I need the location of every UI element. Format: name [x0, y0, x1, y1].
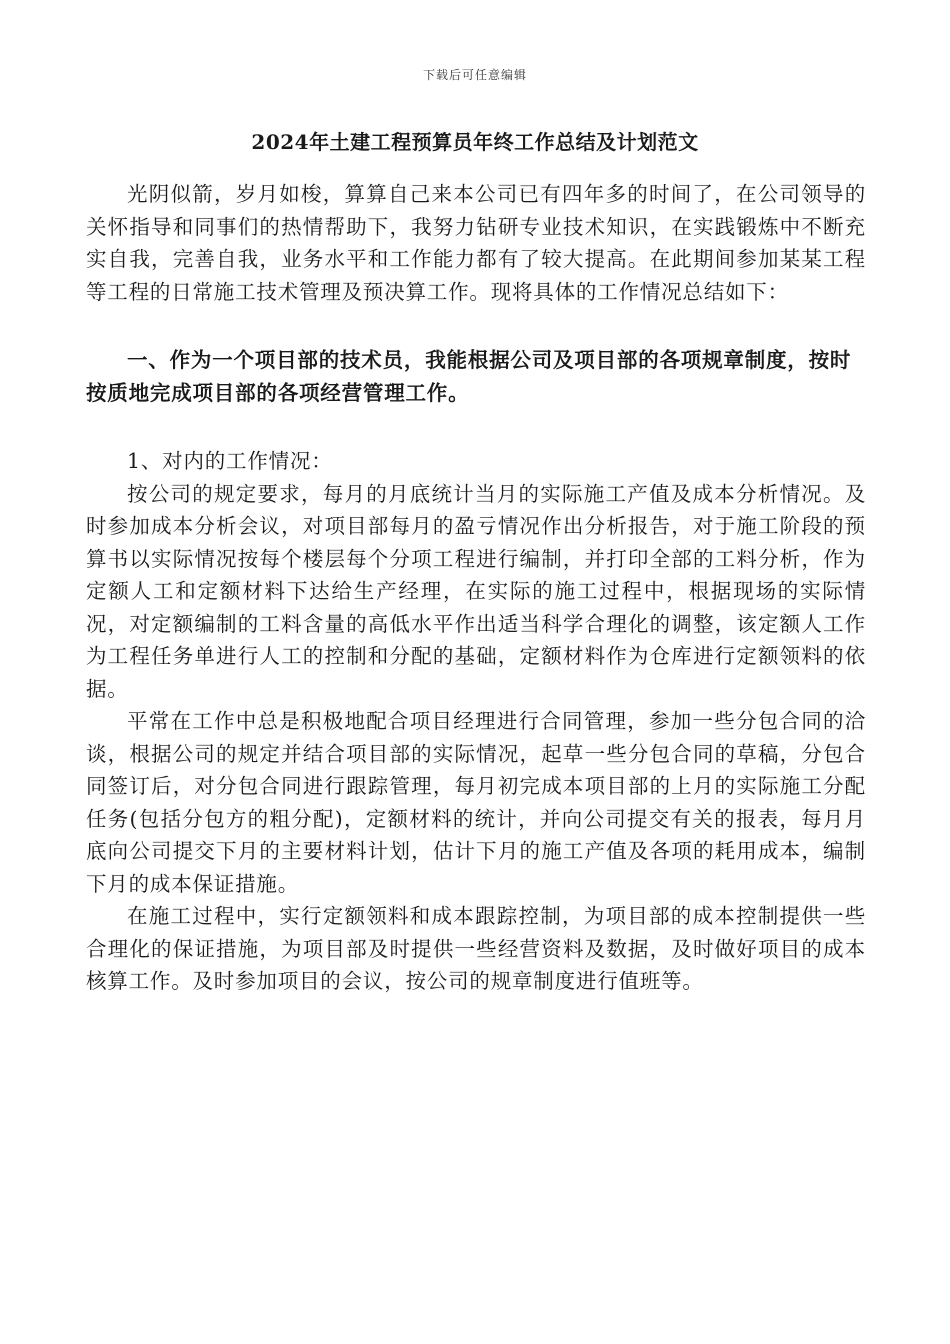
subsection-heading-1: 1、对内的工作情况：	[127, 449, 333, 473]
contract-management-paragraph: 平常在工作中总是积极地配合项目经理进行合同管理，参加一些分包合同的洽谈，根据公司的规定并结合项目部的实际情况，起草一些分包合同的草稿，分包合同签订后，对分包合同进行跟踪管理，每月初完成本项目部的上月的实际施工分配任务(包括分包方的粗分配)，定额材料的统计，并向公司提交有关的报表，每月月底向公司提交下月的主要材料计划，估计下月的施工产值及各项的耗用成本，编制下月的成本保证措施。	[86, 709, 866, 896]
document-title: 2024年土建工程预算员年终工作总结及计划范文	[251, 130, 699, 154]
section-heading-1: 一、作为一个项目部的技术员，我能根据公司及项目部的各项规章制度，按时按质地完成项目部的各项经营管理工作。	[86, 348, 852, 405]
intro-paragraph: 光阴似箭，岁月如梭，算算自己来本公司已有四年多的时间了，在公司领导的关怀指导和同事们的热情帮助下，我努力钻研专业技术知识，在实践锻炼中不断充实自我，完善自我，业务水平和工作能力都有了较大提高。在此期间参加某某工程等工程的日常施工技术管理及预决算工作。现将具体的工作情况总结如下：	[86, 182, 866, 304]
document-body	[86, 178, 866, 998]
construction-process-paragraph: 在施工过程中，实行定额领料和成本跟踪控制，为项目部的成本控制提供一些合理化的保证措施，为项目部及时提供一些经营资料及数据，及时做好项目的成本核算工作。及时参加项目的会议，按公司的规章制度进行值班等。	[86, 904, 866, 993]
header-note: 下载后可任意编辑	[422, 68, 527, 82]
internal-work-paragraph: 按公司的规定要求，每月的月底统计当月的实际施工产值及成本分析情况。及时参加成本分析会议，对项目部每月的盈亏情况作出分析报告，对于施工阶段的预算书以实际情况按每个楼层每个分项工程进行编制，并打印全部的工料分析，作为定额人工和定额材料下达给生产经理，在实际的施工过程中，根据现场的实际情况，对定额编制的工料含量的高低水平作出适当科学合理化的调整，该定额人工作为工程任务单进行人工的控制和分配的基础，定额材料作为仓库进行定额领料的依据。	[86, 481, 866, 701]
